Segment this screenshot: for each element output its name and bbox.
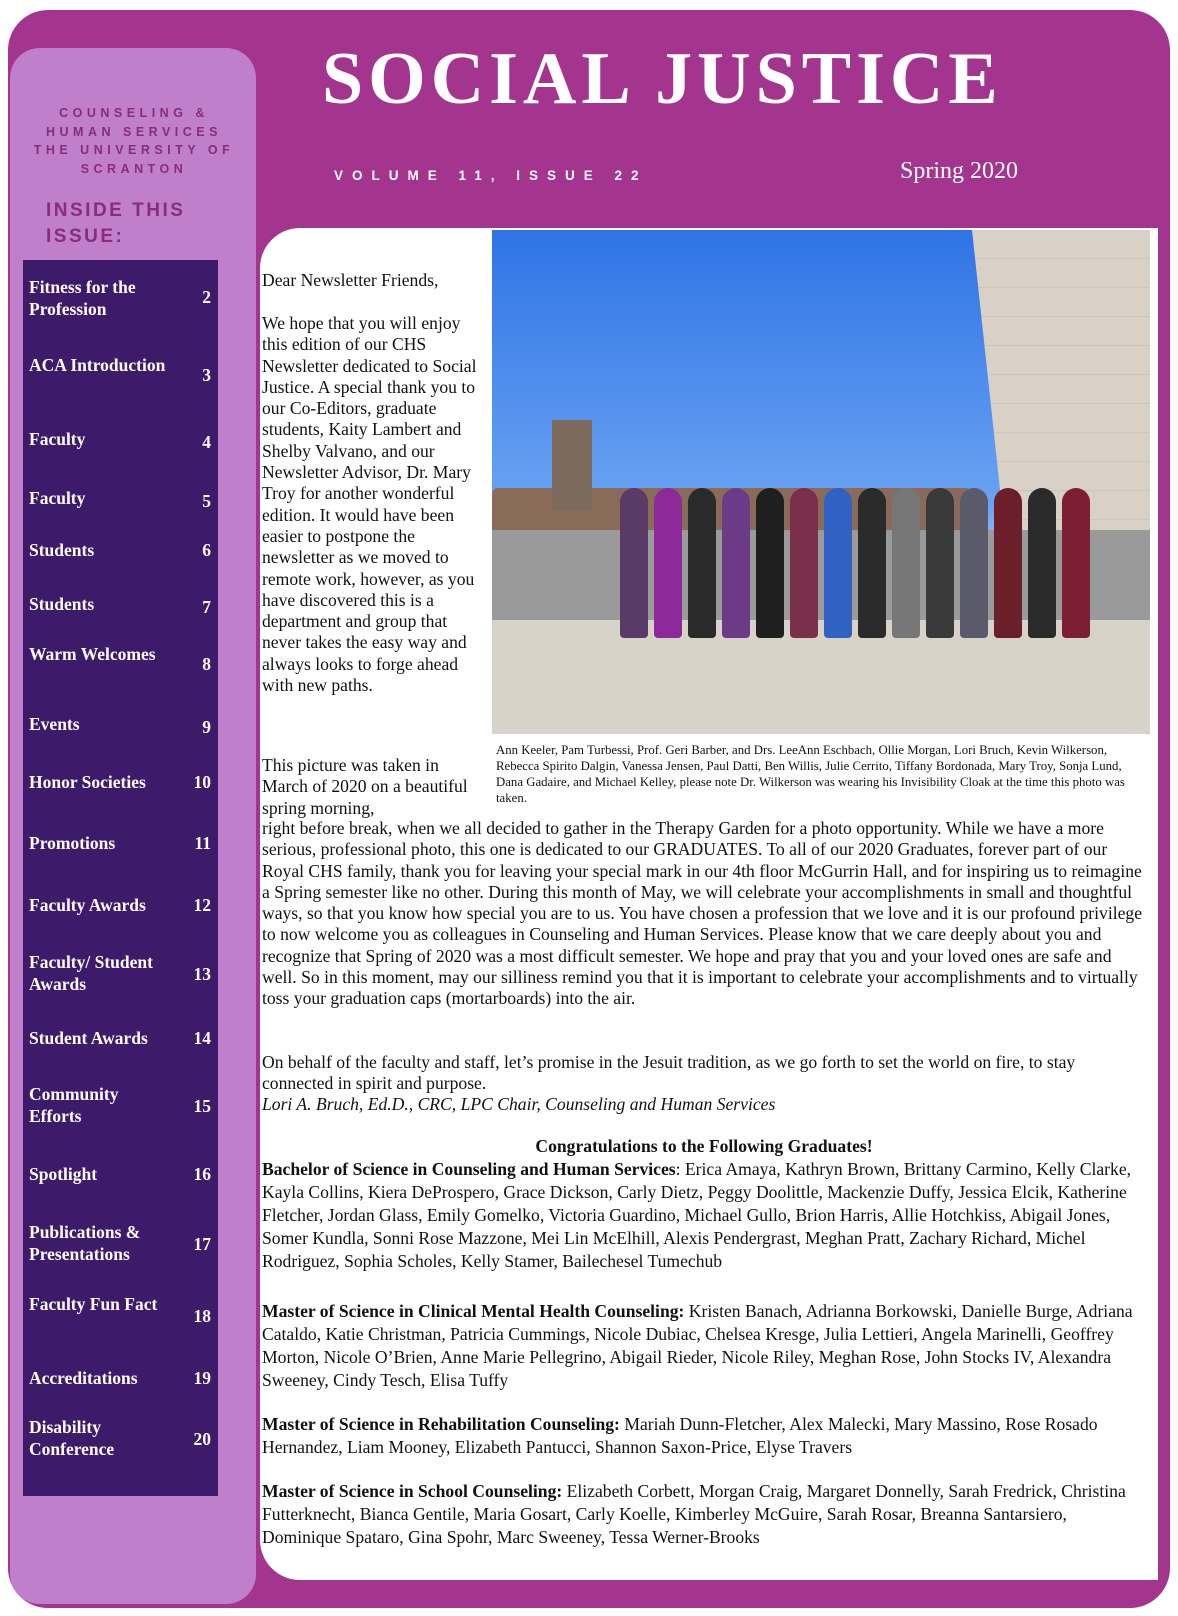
program-degree: Master of Science in Clinical Mental Health Counseling: [262, 1301, 685, 1321]
toc-label: Warm Welcomes [29, 644, 156, 664]
toc-label: Faculty/ Student Awards [29, 952, 153, 994]
photo-person [620, 488, 648, 638]
issue-season: Spring 2020 [900, 158, 1019, 184]
table-of-contents [23, 260, 218, 1496]
letter-signature: Lori A. Bruch, Ed.D., CRC, LPC Chair, Counseling and Human Services [262, 1094, 776, 1114]
toc-label: Student Awards [29, 1028, 148, 1048]
photo-person [756, 488, 784, 638]
toc-label: Spotlight [29, 1164, 98, 1184]
toc-label: Faculty Awards [29, 895, 146, 915]
toc-label: Honor Societies [29, 772, 146, 792]
photo-person [994, 488, 1022, 638]
toc-page: 16 [193, 1164, 211, 1184]
toc-page: 12 [193, 895, 211, 915]
toc-label: Faculty Fun Fact [29, 1294, 158, 1314]
toc-label: Fitness for the Profession [29, 277, 136, 319]
toc-label: Community Efforts [29, 1084, 119, 1126]
photo-person [654, 488, 682, 638]
letter-paragraph: right before break, when we all decided to gather in the Therapy Garden for a photo opportunity. While we have a more serious, professional photo, this one is dedicated to our GRADUATES. To all of our 2020 Graduates, forever part of our Royal CHS family, thank you for leaving your special mark in our 4th floor McGurrin Hall, and for inspiring us to reimagine a Spring semester like no other. During this month of May, we will celebrate your accomplishments in small and thoughtful ways, so that you know how special you are to us. You have chosen a profession that we love and it is our profound privilege to now welcome you as colleagues in Counseling and Human Services. Please know that we care deeply about you and recognize that Spring of 2020 was a most difficult semester. We hope and pray that you and your loved ones are safe and well. So in this moment, may our silliness remind you that it is important to celebrate your accomplishments and to virtually toss your graduation caps (mortarboards) into the air. [262, 818, 1143, 1009]
program-names: Erica Amaya, Kathryn Brown, Brittany Carmino, Kelly Clarke, Kayla Collins, Kiera DeProspero, Grace Dickson, Carly Dietz, Peggy Doolittle, Mackenzie Duffy, Jessica Elcik, Katherine Fletcher, Jordan Glass, Emily Gomelko, Victoria Guardino, Michael Gullo, Brion Harris, Allie Hotchkiss, Abigail Jones, Somer Kundla, Sonni Rose Mazzone, Mei Lin McElhill, Alexis Pendergrast, Meghan Pratt, Zachary Richard, Michel Rodriguez, Sophia Scholes, Kelly Stamer, Bailechesel Tumechub [262, 1159, 1132, 1271]
toc-label: Students [29, 540, 95, 560]
toc-page: 11 [194, 833, 211, 853]
toc-page: 15 [193, 1096, 211, 1116]
photo-person [790, 488, 818, 638]
graduates-program [262, 1300, 1146, 1392]
toc-page: 7 [202, 597, 211, 617]
inside-line: INSIDE THIS [46, 200, 186, 221]
photo-person [892, 488, 920, 638]
program-names: Mariah Dunn-Fletcher, Alex Malecki, Mary Massino, Rose Rosado Hernandez, Liam Mooney, Elizabeth Pantucci, Shannon Saxon-Price, Elyse Travers [262, 1414, 1098, 1457]
toc-page: 9 [202, 717, 211, 737]
letter-paragraph: This picture was taken in March of 2020 on a beautiful spring morning, [262, 755, 468, 818]
toc-page: 8 [202, 654, 211, 674]
inside-this-issue-heading [46, 198, 246, 250]
graduates-program [262, 1413, 1146, 1459]
photo-person [688, 488, 716, 638]
toc-label: Promotions [29, 833, 116, 853]
toc-page: 13 [193, 964, 211, 984]
org-line: THE UNIVERSITY OF [33, 143, 235, 157]
org-name [22, 104, 246, 178]
letter-paragraph: We hope that you will enjoy this edition of our CHS Newsletter dedicated to Social Justice. A special thank you to our Co-Editors, graduate students, Kaity Lambert and Shelby Valvano, and our Newsletter Advisor, Dr. Mary Troy for another wonderful edition. It would have been easier to postpone the newsletter as we moved to remote work, however, as you have discovered this is a department and group that never takes the easy way and always looks to forge ahead with new paths. [262, 313, 477, 696]
toc-label: Faculty [29, 429, 86, 449]
letter-paragraph: On behalf of the faculty and staff, let’s promise in the Jesuit tradition, as we go forth to set the world on fire, to stay connected in spirit and purpose. [262, 1052, 1076, 1094]
toc-page: 2 [202, 287, 211, 307]
photo-person [858, 488, 886, 638]
toc-page: 17 [193, 1234, 211, 1254]
toc-page: 19 [193, 1368, 211, 1388]
toc-label: Disability Conference [29, 1417, 115, 1459]
toc-label: Students [29, 594, 95, 614]
photo-person [1062, 488, 1090, 638]
newsletter-title: SOCIAL JUSTICE [322, 38, 1003, 120]
toc-page: 5 [202, 491, 211, 511]
org-line: HUMAN SERVICES [46, 124, 222, 139]
program-names: Elizabeth Corbett, Morgan Craig, Margaret Donnelly, Sarah Fredrick, Christina Futterknecht, Bianca Gentile, Maria Gosart, Carly Koelle, Kimberley McGuire, Sarah Rosar, Breanna Santarsiero, Dominique Spataro, Gina Spohr, Marc Sweeney, Tessa Werner-Brooks [262, 1481, 1126, 1547]
toc-page: 18 [193, 1306, 211, 1326]
photo-caption: Ann Keeler, Pam Turbessi, Prof. Geri Barber, and Drs. LeeAnn Eschbach, Ollie Morgan, Lori Bruch, Kevin Wilkerson, Rebecca Spirito Dalgin, Vanessa Jensen, Paul Datti, Ben Willis, Julie Cerrito, Tiffany Bordonada, Mary Troy, Sonja Lund, Dana Gadaire, and Michael Kelley, please note Dr. Wilkerson was wearing his Invisibility Cloak at the time this photo was taken. [496, 743, 1125, 805]
photo-person [926, 488, 954, 638]
toc-label: Publications & Presentations [29, 1222, 141, 1264]
program-degree: Bachelor of Science in Counseling and Human Services [262, 1159, 676, 1179]
program-degree: Master of Science in School Counseling: [262, 1481, 563, 1501]
inside-line: ISSUE: [46, 226, 125, 247]
photo-person [824, 488, 852, 638]
graduates-heading: Congratulations to the Following Graduates! [535, 1136, 873, 1156]
org-line: SCRANTON [80, 161, 188, 176]
org-line: COUNSELING & [59, 106, 209, 120]
graduates-program [262, 1158, 1146, 1273]
volume-issue: VOLUME 11, ISSUE 22 [334, 168, 648, 183]
toc-label: Accreditations [29, 1368, 138, 1388]
photo-person [960, 488, 988, 638]
program-names: Kristen Banach, Adrianna Borkowski, Danielle Burge, Adriana Cataldo, Katie Christman, Patricia Cummings, Nicole Dubiac, Chelsea Kresge, Julia Lettieri, Angela Marinelli, Geoffrey Morton, Nicole O’Brien, Anne Marie Pellegrino, Abigail Rieder, Nicole Riley, Meghan Rose, John Stocks IV, Alexandra Sweeney, Cindy Tesch, Elisa Tuffy [262, 1301, 1133, 1390]
toc-label: ACA Introduction [29, 355, 166, 375]
toc-page: 4 [202, 432, 211, 452]
program-sep: : [675, 1159, 685, 1179]
photo-tower [552, 420, 592, 510]
program-degree: Master of Science in Rehabilitation Counseling: [262, 1414, 620, 1434]
letter-greeting: Dear Newsletter Friends, [262, 270, 439, 290]
toc-page: 14 [193, 1028, 211, 1048]
group-photo [492, 230, 1150, 734]
toc-page: 6 [202, 540, 211, 560]
photo-person [1028, 488, 1056, 638]
toc-label: Events [29, 714, 80, 734]
toc-label: Faculty [29, 488, 86, 508]
toc-page: 10 [193, 772, 211, 792]
graduates-program [262, 1480, 1146, 1549]
toc-page: 3 [202, 365, 211, 385]
photo-person [722, 488, 750, 638]
toc-page: 20 [193, 1429, 211, 1449]
